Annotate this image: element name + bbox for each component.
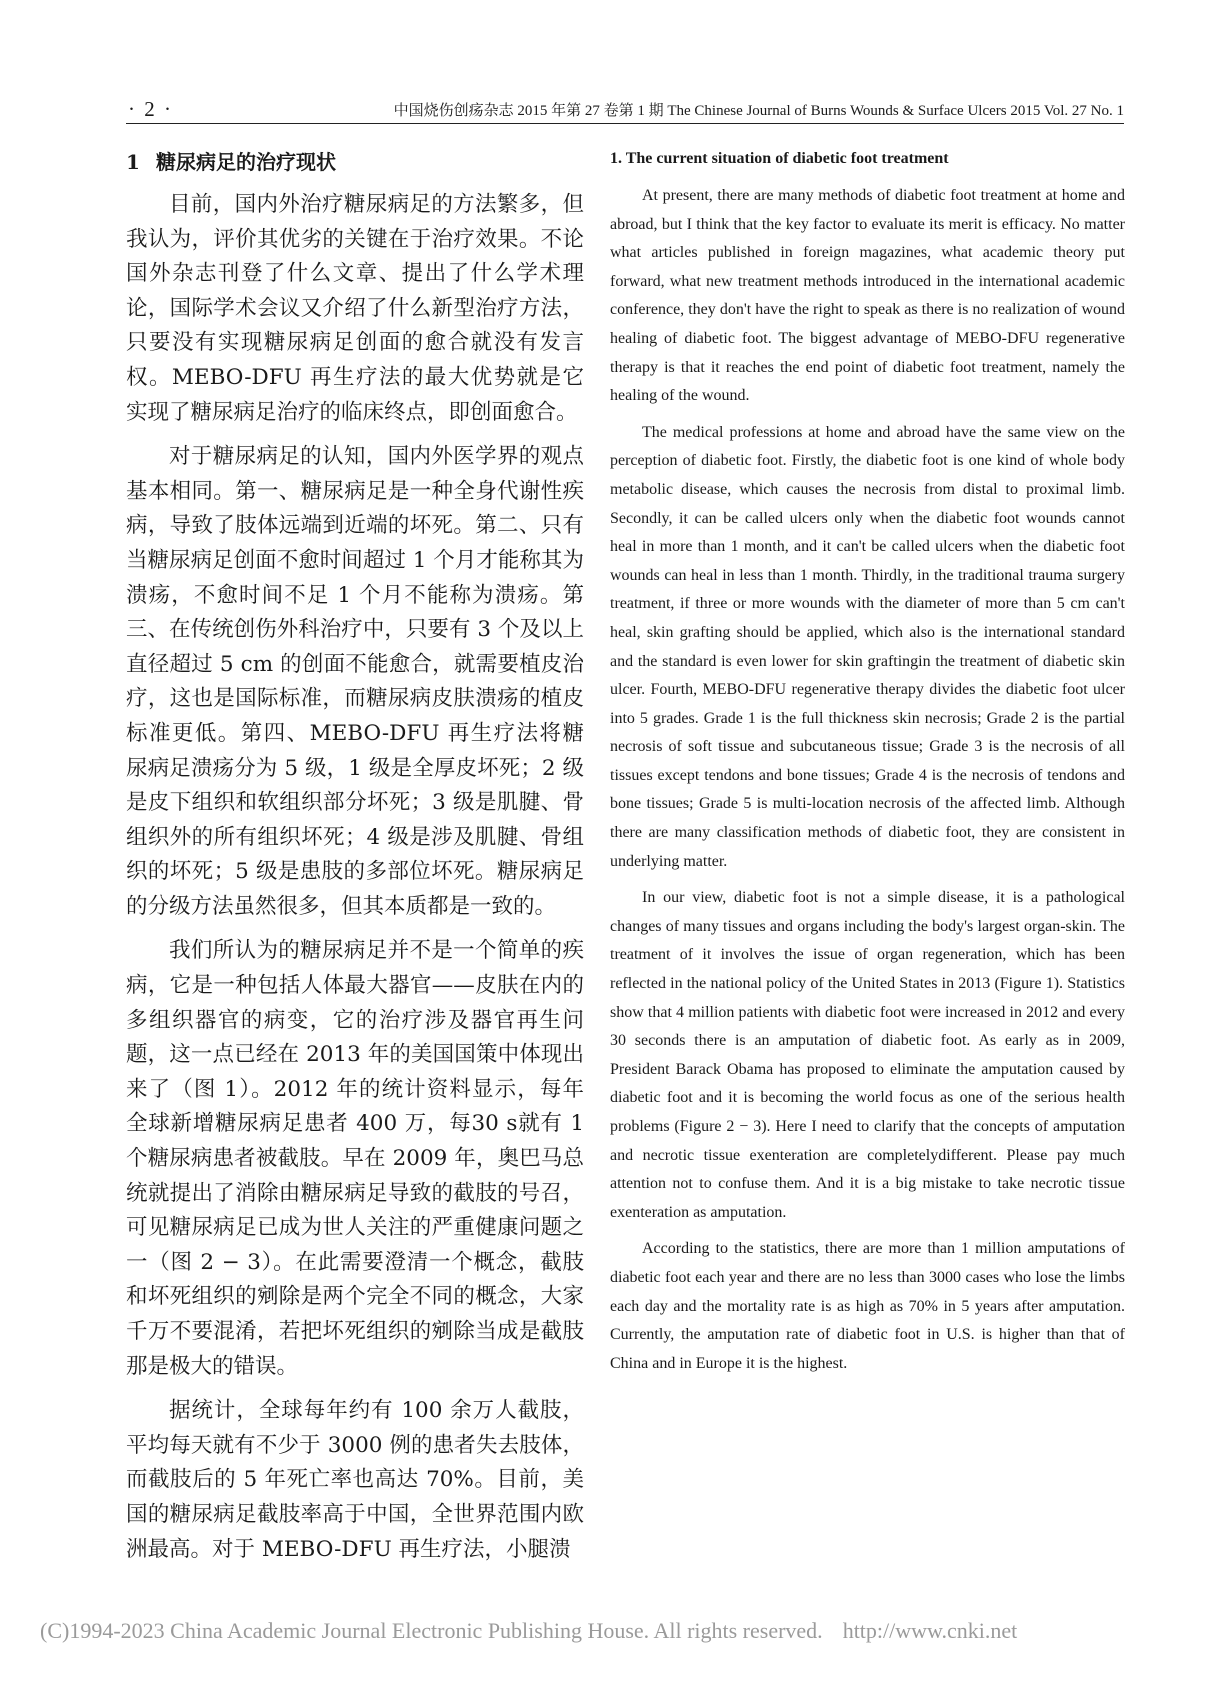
journal-title: 中国烧伤创疡杂志 2015 年第 27 卷第 1 期 The Chinese Journal of Burns Wounds & Surface Ulcers 2015 Vol. 27 No. 1 [393, 103, 1124, 119]
paragraph-zh: 我们所认为的糖尿病足并不是一个简单的疾病，它是一种包括人体最大器官——皮肤在内的多组织器官的病变，它的治疗涉及器官再生问题，这一点已经在 2013 年的美国国策中体现出来了（图 1）。2012 年的统计资料显示，每年全球新增糖尿病足患者 400 万，每30 s就有 1 个糖尿病患者被截肢。早在 2009 年，奥巴马总统就提出了消除由糖尿病足导致的截肢的号召，可见糖尿病足已成为世人关注的严重健康问题之一（图 2 − 3）。在此需要澄清一个概念，截肢和坏死组织的剜除是两个完全不同的概念，大家千万不要混淆，若把坏死组织的剜除当成是截肢那是极大的错误。 [126, 938, 584, 1379]
paragraph-en: The medical professions at home and abroad have the same view on the perception of diabetic foot. Firstly, the diabetic foot is one kind of whole body metabolic disease, which causes the necrosis from distal to proximal limb. Secondly, it can be called ulcers only when the diabetic foot wounds cannot heal in more than 1 month, and it can't be called ulcers when the diabetic foot wounds can heal in less than 1 month. Thirdly, in the traditional trauma surgery treatment, if three or more wounds with the diameter of more than 5 cm can't heal, skin grafting should be applied, which also is the international standard and the standard is even lower for skin graftingin the treatment of diabetic skin ulcer. Fourth, MEBO-DFU regenerative therapy divides the diabetic foot ulcer into 5 grades. Grade 1 is the full thickness skin necrosis; Grade 2 is the partial necrosis of soft tissue and subcutaneous tissue; Grade 3 is the necrosis of all tissues except tendons and bone tissues; Grade 4 is the necrosis of tendons and bone tissues; Grade 5 is multi-location necrosis of the affected limb. Although there are many classification methods of diabetic foot, they are consistent in underlying matter. [610, 423, 1125, 870]
english-column [610, 146, 1125, 1386]
page-number: · 2 · [128, 97, 173, 121]
running-header [126, 95, 1124, 124]
paragraph-en: At present, there are many methods of diabetic foot treatment at home and abroad, but I think that the key factor to evaluate its merit is efficacy. No matter what articles published in foreign magazines, what academic theory put forward, what new treatment methods introduced in the international academic conference, they don't have the right to speak as there is no realization of wound healing of diabetic foot. The biggest advantage of MEBO-DFU regenerative therapy is that it reaches the end point of diabetic foot treatment, namely the healing of the wound. [610, 187, 1125, 405]
paragraph-zh: 目前，国内外治疗糖尿病足的方法繁多，但我认为，评价其优劣的关键在于治疗效果。不论国外杂志刊登了什么文章、提出了什么学术理论，国际学术会议又介绍了什么新型治疗方法，只要没有实现糖尿病足创面的愈合就没有发言权。MEBO-DFU 再生疗法的最大优势就是它实现了糖尿病足治疗的临床终点，即创面愈合。 [126, 192, 584, 425]
section-title-zh: 糖尿病足的治疗现状 [156, 150, 336, 174]
section-heading-zh [126, 146, 584, 178]
paragraph-en: According to the statistics, there are more than 1 million amputations of diabetic foot each year and there are no less than 3000 cases who lose the limbs each day and the mortality rate is as high as 70% in 5 years after amputation. Currently, the amputation rate of diabetic foot in U.S. is higher than that of China and in Europe it is the highest. [610, 1240, 1125, 1372]
copyright-footer [40, 1618, 1190, 1644]
paragraph-zh: 对于糖尿病足的认知，国内外医学界的观点基本相同。第一、糖尿病足是一种全身代谢性疾病，导致了肢体远端到近端的坏死。第二、只有当糖尿病足创面不愈时间超过 1 个月才能称其为溃疡，不愈时间不足 1 个月不能称为溃疡。第三、在传统创伤外科治疗中，只要有 3 个及以上直径超过 5 cm 的创面不能愈合，就需要植皮治疗，这也是国际标准，而糖尿病皮肤溃疡的植皮标准更低。第四、MEBO-DFU 再生疗法将糖尿病足溃疡分为 5 级，1 级是全厚皮坏死；2 级是皮下组织和软组织部分坏死；3 级是肌腱、骨组织外的所有组织坏死；4 级是涉及肌腱、骨组织的坏死；5 级是患肢的多部位坏死。糖尿病足的分级方法虽然很多，但其本质都是一致的。 [126, 444, 584, 919]
section-number: 1 [126, 150, 140, 174]
chinese-column [126, 146, 584, 1577]
section-heading-en: 1. The current situation of diabetic foot treatment [610, 150, 949, 167]
footer-url[interactable]: http://www.cnki.net [842, 1618, 1018, 1643]
copyright-text: (C)1994-2023 China Academic Journal Electronic Publishing House. All rights reserved. [40, 1618, 823, 1643]
paragraph-zh: 据统计，全球每年约有 100 余万人截肢，平均每天就有不少于 3000 例的患者失去肢体，而截肢后的 5 年死亡率也高达 70%。目前，美国的糖尿病足截肢率高于中国，全世界范围内欧洲最高。对于 MEBO-DFU 再生疗法，小腿溃 [126, 1398, 584, 1562]
paragraph-en: In our view, diabetic foot is not a simple disease, it is a pathological changes of many tissues and organs including the body's largest organ-skin. The treatment of it involves the issue of organ regeneration, which has been reflected in the national policy of the United States in 2013 (Figure 1). Statistics show that 4 million patients with diabetic foot were increased in 2012 and every 30 seconds there is an amputation of diabetic foot. As early as in 2009, President Barack Obama has proposed to eliminate the amputation caused by diabetic foot and it is becoming the world focus as one of the serious health problems (Figure 2 − 3). Here I need to clarify that the concepts of amputation and necrotic tissue exenteration are completelydifferent. Please pay much attention not to confuse them. And it is a big mistake to take necrotic tissue exenteration as amputation. [610, 889, 1125, 1221]
